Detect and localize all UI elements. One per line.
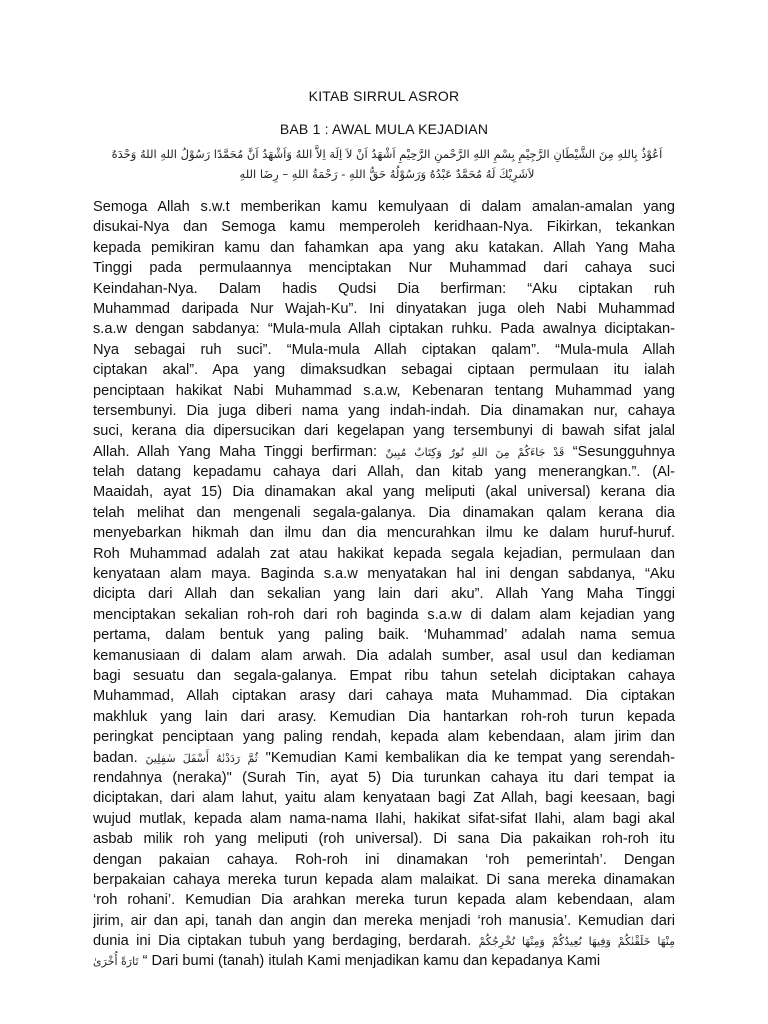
text-line: tersembunyi. Dia juga diberi nama yang indah-indah. Dia dinamakan nur, cahaya [93, 402, 675, 419]
text-segment: badan. [93, 749, 138, 766]
text-line: Nya sebagai ruh suci”. “Mula-mula Allah ciptakan qalam”. “Mula-mula Allah [93, 341, 675, 358]
chapter-heading: BAB 1 : AWAL MULA KEJADIAN [279, 121, 489, 137]
text-line: telah datang kepadamu cahaya dari Allah, dan kitab yang menerangkan.”. (Al- [93, 464, 675, 481]
text-line: makhluk yang lain dari arasy. Kemudian Dia hantarkan roh-roh turun kepada [93, 708, 675, 725]
ayat-maidah: قَدْ جَاءَكُمْ مِنَ اللهِ نُورٌ وَكِتَابٌ مُبِينٌ [385, 445, 565, 459]
text-segment: dunia ini Dia ciptakan tubuh yang berdaging, berdarah. [93, 933, 472, 950]
text-line: ‘roh rohani’. Kemudian Dia arahkan mereka turun kepada alam kebendaan, alam [93, 892, 675, 909]
text-line: dicipta dari Allah dan sekalian yang lain dari aku”. Allah Yang Maha Tinggi [93, 586, 675, 603]
arabic-line-1: اَعُوْذُ بِاللهِ مِنَ الشَّيْطَانِ الرَّجِيْمِ بِسْمِ اللهِ الرَّحْمنِ الرَّحِيْمِ اَشْهَدُ اَنْ لاَ اِلَهَ اِلاَّ اللهُ وَاَشْهَدُ اَنَّ مُحَمَّدًا رَسُوْلُ اللهِ اللهُ وَحْدَهُ [111, 147, 663, 161]
text-line: Muhammad daripada Nur Wajah-Ku”. Ini dinyatakan juga oleh Nabi Muhammad [93, 300, 675, 317]
document-title: KITAB SIRRUL ASROR [308, 88, 460, 104]
text-line-with-ayat [93, 931, 675, 951]
text-line: Tinggi pada permulaannya menciptakan Nur Muhammad dari cahaya suci [93, 260, 675, 277]
text-line: jirim, air dan api, tanah dan angin dan mereka menjadi ‘roh manusia’. Kemudian dari [93, 912, 675, 929]
quote-open: “ [142, 953, 148, 970]
text-line: Muhammad, Allah ciptakan arasy dari cahaya mata Muhammad. Dia ciptakan [93, 688, 675, 705]
arabic-line-2: لاَشَرِيْكَ لَهُ مُحَمَّدٌ عَبْدُهُ وَرَسُوْلُهُ حَقُّ اللهِ - رَحْمَةُ اللهِ – رِضَا اللهِ [239, 167, 535, 181]
text-line-with-ayat [93, 748, 675, 768]
text-line: asbab milik roh yang meliputi (roh universal). Di sana Dia pakaikan roh-roh itu [93, 831, 675, 848]
text-line: rendahnya (neraka)" (Surah Tin, ayat 5) Dia turunkan cahaya itu dari tempat ia [93, 769, 675, 786]
text-line: Keindahan-Nya. Dalam hadis Qudsi Dia berfirman: “Aku ciptakan ruh [93, 280, 675, 297]
text-line: dengan pakaian cahaya. Roh-roh ini dinamakan ‘roh pemerintah’. Dengan [93, 851, 675, 868]
text-line-with-ayat [93, 442, 675, 462]
text-line: diciptakan, dari alam lahut, yaitu alam kenyataan bagi Zat Allah, bagi keesaan, bagi [93, 790, 675, 807]
text-line: Maaidah, ayat 15) Dia dinamakan akal yang meliputi (akal universal) kerana dia [93, 484, 675, 501]
text-line: berpakaian cahaya mereka turun kepada alam malaikat. Di sana mereka dinamakan [93, 871, 675, 888]
text-line: menyebarkan hikmah dan ilmu dan dia mencurahkan ilmu ke dalam huruf-huruf. [93, 525, 675, 542]
ayat-tin: ثُمَّ رَدَدْنٰهُ أَسْفَلَ سٰفِلِينَ [145, 751, 258, 765]
text-line: pertama, dalam bentuk yang paling baik. ‘Muhammad’ adalah nama semua [93, 627, 675, 644]
ayat-taha: مِنْهَا خَلَقْنٰكُمْ وَفِيهَا نُعِيدُكُمْ وَمِنْهَا نُخْرِجُكُمْ [478, 935, 675, 949]
text-line: ciptakan akal”. Apa yang dimaksudkan sebagai ciptaan permulaan itu ialah [93, 362, 675, 379]
text-line: kemanusiaan di dalam alam arwah. Dia adalah sumber, asal usul dan kediaman [93, 647, 675, 664]
text-line: wujud mutlak, kepada alam nama-nama Ilahi, hakikat sifat-sifat Ilahi, alam bagi akal [93, 810, 675, 827]
text-line: bagi sesuatu dan segala-galanya. Empat ribu tahun setelah diciptakan cahaya [93, 667, 675, 684]
text-line: kepada pemikiran kamu dan fahamkan apa yang aku katakan. Allah Yang Maha [93, 239, 675, 256]
text-line: s.a.w dengan sabdanya: “Mula-mula Allah ciptakan ruhku. Pada awalnya diciptakan- [93, 321, 675, 338]
quote-tin: "Kemudian Kami kembalikan dia ke tempat yang serendah- [265, 749, 675, 766]
text-segment: Allah. Allah Yang Maha Tinggi berfirman: [93, 443, 378, 460]
text-line: menciptakan sekalian roh-roh dari roh baginda s.a.w di dalam alam kejadian yang [93, 606, 675, 623]
text-line: penciptaan hakikat Nabi Muhammad s.a.w, Kebenaran tentang Muhammad yang [93, 382, 675, 399]
text-line: disukai-Nya dan Semoga kamu memperoleh keridhaan-Nya. Fikirkan, tekankan [93, 219, 675, 236]
text-line: telah melihat dan mengenali segala-galanya. Dia dinamakan qalam kerana dia [93, 504, 675, 521]
text-line-with-ayat [93, 951, 675, 971]
quote-open: “Sesungguhnya [572, 443, 675, 460]
text-line: Roh Muhammad adalah zat atau hakikat kepada segala kejadian, permulaan dan [93, 545, 675, 562]
body-text [93, 197, 675, 972]
arabic-opening [100, 144, 674, 184]
ayat-taha-end: تَارَةً أُخْرَىٰ [93, 955, 139, 969]
text-line: peringkat penciptaan yang paling rendah, kepada alam kebendaan, alam jirim dan [93, 729, 675, 746]
text-line: Semoga Allah s.w.t memberikan kamu kemulyaan di dalam amalan-amalan yang [93, 199, 675, 215]
text-segment: Dari bumi (tanah) itulah Kami menjadikan kamu dan kepadanya Kami [151, 953, 601, 970]
text-line: kenyataan alam maya. Baginda s.a.w menyatakan hal ini dengan sabdanya, “Aku [93, 566, 675, 583]
text-line: suci, kerana dia dipersucikan dari kegelapan yang tersembunyi di bawah sifat jalal [93, 423, 675, 440]
